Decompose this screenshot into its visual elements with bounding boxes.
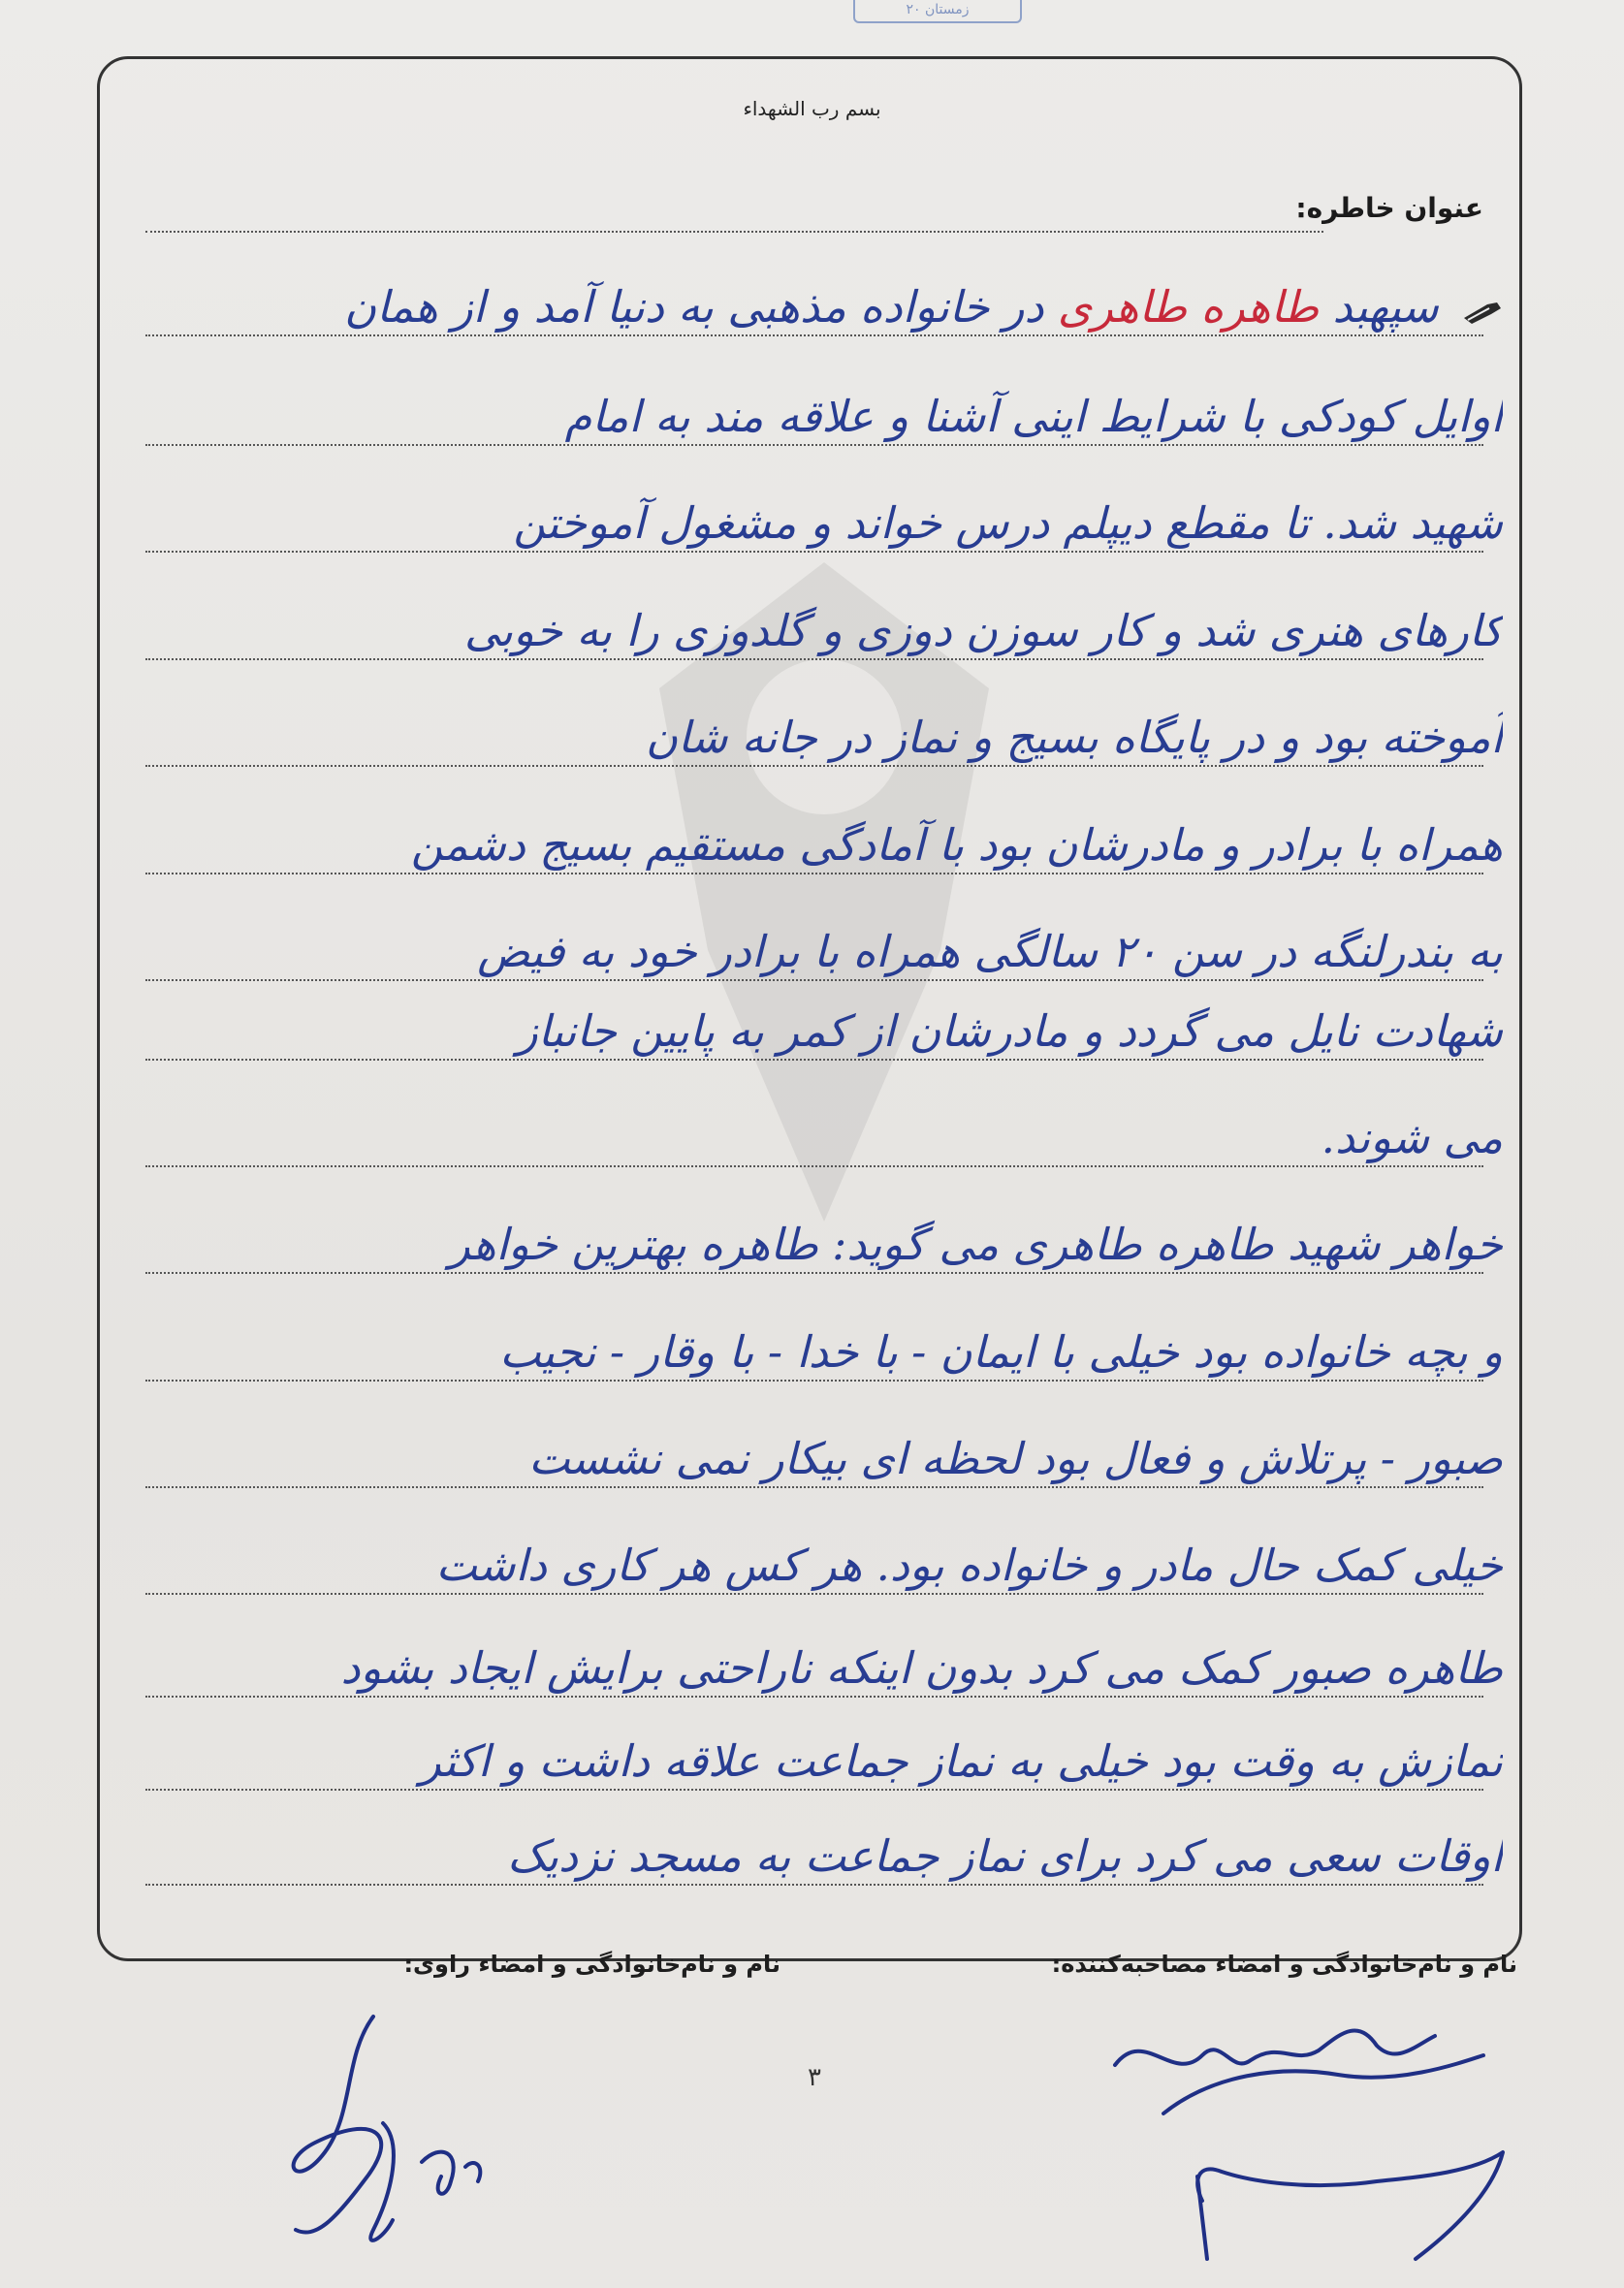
memoir-line-16: اوقات سعی می کرد برای نماز جماعت به مسجد نزدیک xyxy=(507,1830,1503,1882)
memoir-line-2: اوایل کودکی با شرایط اینی آشنا و علاقه مند به امام xyxy=(564,391,1503,442)
memoir-line-1 xyxy=(136,281,1503,339)
pen-hand-icon xyxy=(1462,285,1503,336)
line-rule xyxy=(145,444,1483,446)
line-rule xyxy=(145,551,1483,553)
line-rule xyxy=(145,658,1483,660)
memoir-line-3: شهید شد. تا مقطع دیپلم درس خواند و مشغول آموختن xyxy=(513,497,1503,549)
interviewer-signature xyxy=(1086,2007,1513,2278)
narrator-label: نام و نام‌خانوادگی و امضاء راوی: xyxy=(403,1951,780,1978)
memoir-line-6: همراه با برادر و مادرشان بود با آمادگی مستقیم بسیج دشمن xyxy=(410,819,1503,871)
title-rule xyxy=(145,231,1323,233)
line-rule xyxy=(145,1380,1483,1382)
memoir-line-1-pre: سپهبد xyxy=(1332,281,1439,333)
martyr-name: طاهره طاهری xyxy=(1057,281,1320,333)
memoir-line-4: کارهای هنری شد و کار سوزن دوزی و گلدوزی را به خوبی xyxy=(464,605,1503,656)
line-rule xyxy=(145,1272,1483,1274)
line-rule xyxy=(145,1486,1483,1488)
memoir-line-1-post: در خانواده مذهبی به دنیا آمد و از همان xyxy=(344,281,1044,333)
memoir-line-15: نمازش به وقت بود خیلی به نماز جماعت علاقه داشت و اکثر xyxy=(419,1735,1503,1787)
header-basmala: بسم رب الشهداء xyxy=(743,97,881,120)
memoir-line-12: صبور - پرتلاش و فعال بود لحظه ای بیکار نمی نشست xyxy=(528,1433,1503,1484)
line-rule xyxy=(145,1165,1483,1167)
archive-stamp: ۲۰ زمستان xyxy=(853,0,1022,23)
line-rule xyxy=(145,1593,1483,1595)
line-rule xyxy=(145,1696,1483,1698)
memoir-line-10: خواهر شهید طاهره طاهری می گوید: طاهره بهترین خواهر xyxy=(448,1219,1503,1270)
line-rule xyxy=(145,765,1483,767)
interviewer-label: نام و نام‌خانوادگی و امضاء مصاحبه‌کننده: xyxy=(1051,1951,1517,1978)
line-rule xyxy=(145,873,1483,874)
memoir-line-5: آموخته بود و در پایگاه بسیج و نماز در جانه شان xyxy=(645,712,1503,763)
memoir-line-7: به بندرلنگه در سن ۲۰ سالگی همراه با برادر خود به فیض xyxy=(477,926,1503,977)
line-rule xyxy=(145,1789,1483,1791)
memoir-line-8: شهادت نایل می گردد و مادرشان از کمر به پایین جانباز xyxy=(517,1005,1503,1057)
memoir-title-label: عنوان خاطره: xyxy=(1295,192,1483,224)
memoir-line-13: خیلی کمک حال مادر و خانواده بود. هر کس هر کاری داشت xyxy=(435,1540,1503,1591)
line-rule xyxy=(145,334,1483,336)
memoir-line-11: و بچه خانواده بود خیلی با ایمان - با خدا - با وقار - نجیب xyxy=(499,1326,1503,1378)
memoir-line-9: می شوند. xyxy=(1321,1112,1503,1163)
narrator-signature xyxy=(257,1997,509,2259)
line-rule xyxy=(145,979,1483,981)
line-rule xyxy=(145,1884,1483,1886)
memoir-line-14: طاهره صبور کمک می کرد بدون اینکه ناراحتی برایش ایجاد بشود xyxy=(340,1642,1503,1694)
line-rule xyxy=(145,1059,1483,1061)
page-number: ۳ xyxy=(808,2063,821,2092)
